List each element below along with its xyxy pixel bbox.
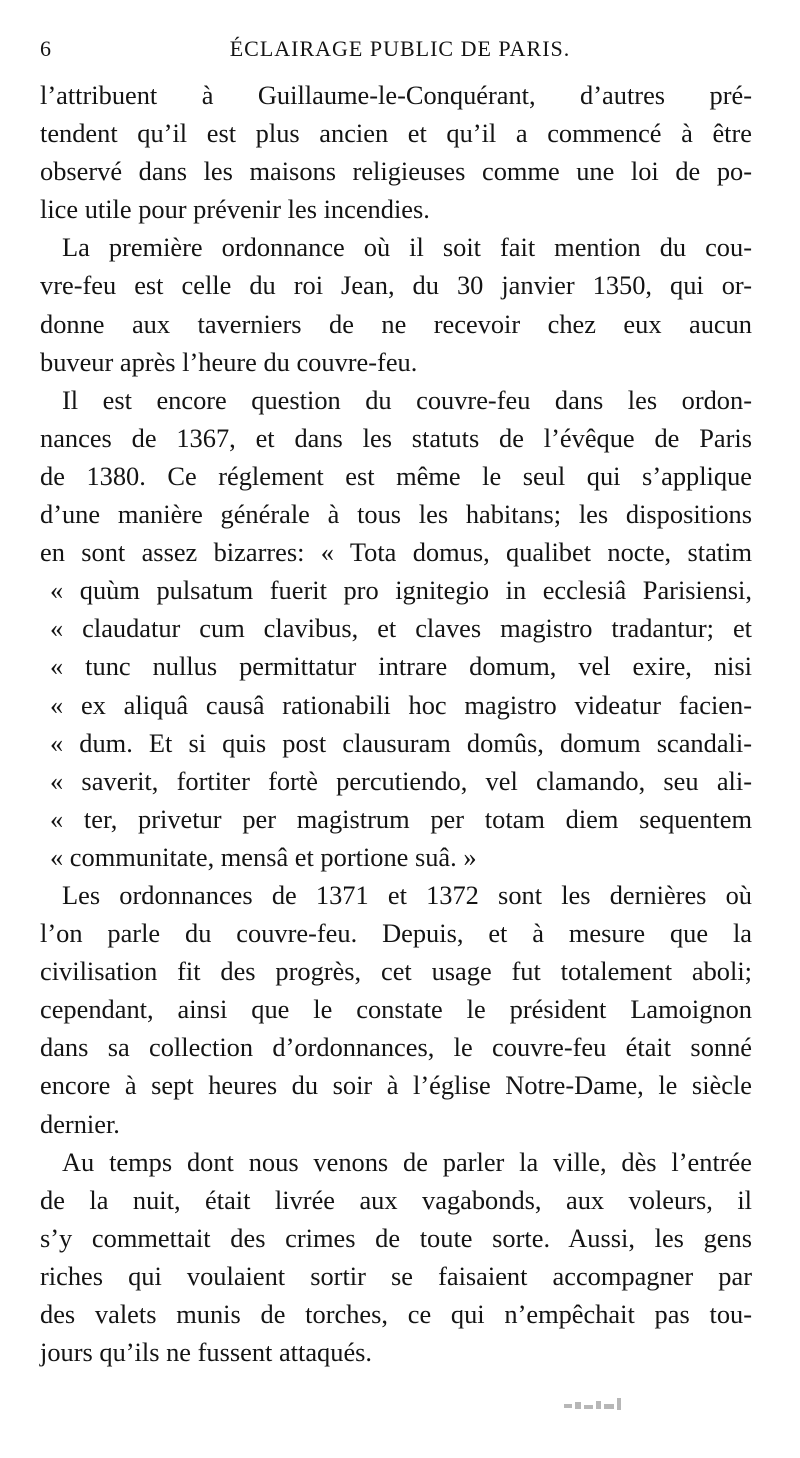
quote-line: « ex aliquâ causâ rationabili hoc magistro videatur facien- bbox=[50, 689, 752, 720]
text-body bbox=[40, 76, 752, 1371]
paragraph-abolition bbox=[40, 876, 752, 1143]
text-line: l’on parle du couvre-feu. Depuis, et à mesure que la bbox=[40, 918, 752, 949]
text-line: cependant, ainsi que le constate le président Lamoignon bbox=[40, 994, 752, 1025]
text-line: vre-feu est celle du roi Jean, du 30 janvier 1350, qui or- bbox=[40, 270, 752, 301]
text-line: lice utile pour prévenir les incendies. bbox=[40, 194, 430, 225]
quote-line: « quùm pulsatum fuerit pro ignitegio in ecclesiâ Parisiensi, bbox=[50, 575, 752, 606]
text-line: civilisation fit des progrès, cet usage fut totalement aboli; bbox=[40, 956, 752, 987]
text-line: d’une manière générale à tous les habitans; les dispositions bbox=[40, 499, 752, 530]
quote-line: « ter, privetur per magistrum per totam diem sequentem bbox=[50, 803, 752, 834]
paragraph-vagabonds bbox=[40, 1143, 752, 1372]
text-line: Il est encore question du couvre-feu dans les ordon- bbox=[62, 384, 752, 415]
text-line: tendent qu’il est plus ancien et qu’il a commencé à être bbox=[40, 118, 752, 149]
text-line: encore à sept heures du soir à l’église Notre-Dame, le siècle bbox=[40, 1070, 752, 1101]
paragraph-statuts bbox=[40, 381, 752, 876]
quote-line: « communitate, mensâ et portione suâ. » bbox=[50, 841, 477, 872]
running-head: ÉCLAIRAGE PUBLIC DE PARIS. bbox=[229, 36, 571, 61]
quote-line: « dum. Et si quis post clausuram domûs, domum scandali- bbox=[50, 727, 752, 758]
page-number: 6 bbox=[40, 36, 52, 61]
paragraph-ordonnance-jean bbox=[40, 228, 752, 380]
text-line: Au temps dont nous venons de parler la ville, dès l’entrée bbox=[62, 1146, 752, 1177]
quote-line: « claudatur cum clavibus, et claves magistro tradantur; et bbox=[50, 613, 752, 644]
text-line: dernier. bbox=[40, 1108, 120, 1139]
paragraph-continuation bbox=[40, 76, 752, 228]
text-line: observé dans les maisons religieuses comme une loi de po- bbox=[40, 156, 752, 187]
text-line: nances de 1367, et dans les statuts de l’évêque de Paris bbox=[40, 422, 752, 453]
text-line: des valets munis de torches, ce qui n’empêchait pas tou- bbox=[40, 1299, 752, 1329]
text-line: Les ordonnances de 1371 et 1372 sont les dernières où bbox=[62, 879, 752, 910]
text-line: jours qu’ils ne fussent attaqués. bbox=[40, 1337, 373, 1368]
quote-line: « tunc nullus permittatur intrare domum, vel exire, nisi bbox=[50, 651, 752, 682]
text-line: de la nuit, était livrée aux vagabonds, aux voleurs, il bbox=[40, 1184, 752, 1215]
text-line: riches qui voulaient sortir se faisaient accompagner par bbox=[40, 1260, 752, 1291]
text-line: La première ordonnance où il soit fait mention du cou- bbox=[62, 232, 752, 263]
text-line: en sont assez bizarres: « Tota domus, qualibet nocte, statim bbox=[40, 537, 752, 568]
text-line: donne aux taverniers de ne recevoir chez eux aucun bbox=[40, 308, 752, 339]
text-line: dans sa collection d’ordonnances, le couvre-feu était sonné bbox=[40, 1032, 752, 1063]
library-stamp-mark bbox=[560, 1392, 630, 1416]
text-line: de 1380. Ce réglement est même le seul qui s’applique bbox=[40, 460, 752, 491]
text-line: buveur après l’heure du couvre-feu. bbox=[40, 346, 418, 377]
text-line: l’attribuent à Guillaume-le-Conquérant, d’autres pré- bbox=[40, 80, 752, 110]
page-header bbox=[40, 36, 760, 70]
text-line: s’y commettait des crimes de toute sorte. Aussi, les gens bbox=[40, 1222, 752, 1253]
quote-line: « saverit, fortiter fortè percutiendo, vel clamando, seu ali- bbox=[50, 765, 752, 796]
